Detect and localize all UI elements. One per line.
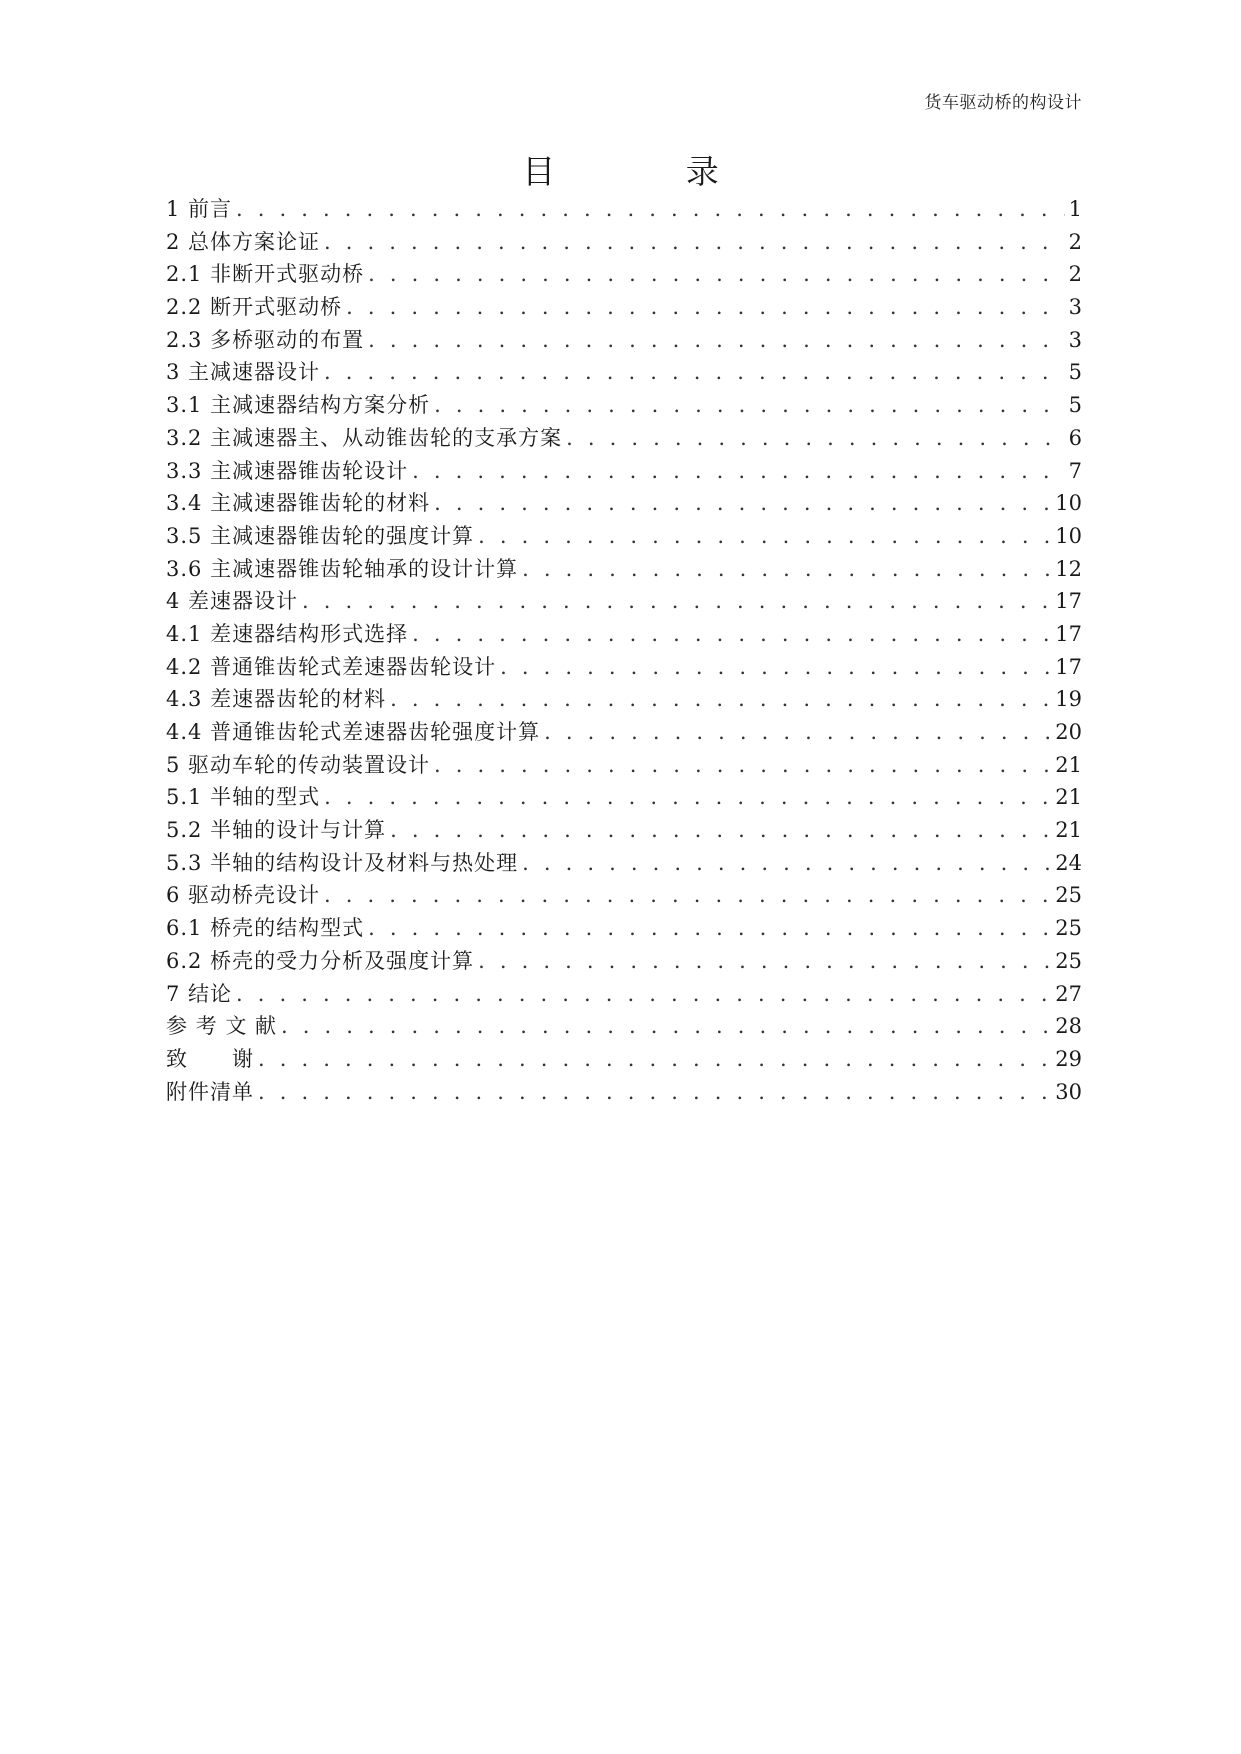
toc-entry[interactable] xyxy=(166,879,1082,912)
toc-dot-leader xyxy=(500,651,1051,684)
toc-entry-label: 7 结论 xyxy=(166,981,233,1006)
toc-dot-leader xyxy=(258,1076,1051,1109)
toc-entry-label: 6.2 桥壳的受力分析及强度计算 xyxy=(166,948,475,973)
toc-entry-page-number: 19 xyxy=(1055,687,1082,712)
toc-entry-page-number: 29 xyxy=(1055,1046,1082,1071)
toc-dot-leader xyxy=(522,553,1051,586)
toc-entry-label: 3.1 主减速器结构方案分析 xyxy=(166,393,431,418)
toc-entry[interactable] xyxy=(166,847,1082,880)
toc-entry[interactable] xyxy=(166,716,1082,749)
toc-entry-page-number: 17 xyxy=(1055,654,1082,679)
toc-dot-leader xyxy=(324,356,1065,389)
toc-entry-page-number: 21 xyxy=(1055,785,1082,810)
toc-dot-leader xyxy=(412,455,1065,488)
toc-entry-page-number: 7 xyxy=(1068,458,1082,483)
toc-entry-label: 致 谢 xyxy=(166,1046,254,1071)
toc-entry[interactable] xyxy=(166,1010,1082,1043)
toc-entry[interactable] xyxy=(166,455,1082,488)
toc-entry-page-number: 3 xyxy=(1068,295,1082,320)
toc-dot-leader xyxy=(302,585,1051,618)
toc-entry[interactable] xyxy=(166,1076,1082,1109)
toc-entry-label: 5.1 半轴的型式 xyxy=(166,785,321,810)
toc-entry[interactable] xyxy=(166,945,1082,978)
toc-entry[interactable] xyxy=(166,226,1082,259)
toc-dot-leader xyxy=(390,814,1051,847)
toc-entry-page-number: 28 xyxy=(1055,1014,1082,1039)
toc-entry-label: 3.4 主减速器锥齿轮的材料 xyxy=(166,491,431,516)
toc-entry-label: 5 驱动车轮的传动装置设计 xyxy=(166,752,431,777)
toc-dot-leader xyxy=(478,520,1051,553)
toc-entry[interactable] xyxy=(166,193,1082,226)
toc-dot-leader xyxy=(324,781,1051,814)
toc-entry-page-number: 6 xyxy=(1068,425,1082,450)
toc-entry-page-number: 20 xyxy=(1055,720,1082,744)
toc-entry-label: 4.3 差速器齿轮的材料 xyxy=(166,687,387,712)
toc-entry-page-number: 21 xyxy=(1055,752,1082,777)
toc-dot-leader xyxy=(390,683,1051,716)
toc-dot-leader xyxy=(281,1010,1051,1043)
toc-entry-page-number: 5 xyxy=(1068,393,1082,418)
toc-dot-leader xyxy=(566,422,1065,455)
toc-entry[interactable] xyxy=(166,1043,1082,1076)
toc-entry[interactable] xyxy=(166,389,1082,422)
toc-entry-label: 6 驱动桥壳设计 xyxy=(166,883,321,908)
toc-entry-label: 3 主减速器设计 xyxy=(166,360,321,385)
toc-entry-label: 5.2 半轴的设计与计算 xyxy=(166,818,387,843)
toc-dot-leader xyxy=(412,618,1051,651)
toc-entry-label: 2.1 非断开式驱动桥 xyxy=(166,262,365,287)
toc-entry-page-number: 17 xyxy=(1055,589,1082,614)
toc-entry[interactable] xyxy=(166,651,1082,684)
toc-entry-page-number: 5 xyxy=(1068,360,1082,385)
toc-entry-label: 3.3 主减速器锥齿轮设计 xyxy=(166,458,409,483)
toc-entry-page-number: 27 xyxy=(1055,981,1082,1006)
toc-entry-page-number: 25 xyxy=(1055,883,1082,908)
toc-entry-label: 3.2 主减速器主、从动锥齿轮的支承方案 xyxy=(166,425,563,450)
toc-entry-label: 参 考 文 献 xyxy=(166,1014,278,1039)
toc-entry[interactable] xyxy=(166,749,1082,782)
toc-entry-page-number: 2 xyxy=(1068,262,1082,287)
toc-entry[interactable] xyxy=(166,520,1082,553)
toc-entry-page-number: 30 xyxy=(1055,1079,1082,1104)
toc-entry-label: 6.1 桥壳的结构型式 xyxy=(166,916,365,941)
toc-entry[interactable] xyxy=(166,683,1082,716)
table-of-contents xyxy=(166,193,1082,1108)
toc-title: 目 录 xyxy=(522,152,779,191)
toc-entry-page-number: 17 xyxy=(1055,621,1082,646)
toc-entry-page-number: 2 xyxy=(1068,229,1082,254)
toc-entry[interactable] xyxy=(166,978,1082,1011)
toc-dot-leader xyxy=(324,879,1051,912)
toc-entry[interactable] xyxy=(166,814,1082,847)
toc-dot-leader xyxy=(434,389,1065,422)
toc-dot-leader xyxy=(544,716,1051,749)
toc-entry-label: 3.5 主减速器锥齿轮的强度计算 xyxy=(166,523,475,548)
toc-dot-leader xyxy=(236,978,1051,1011)
toc-dot-leader xyxy=(368,912,1051,945)
toc-entry-label: 4 差速器设计 xyxy=(166,589,299,614)
toc-entry[interactable] xyxy=(166,356,1082,389)
toc-dot-leader xyxy=(368,324,1065,357)
toc-dot-leader xyxy=(522,847,1051,880)
toc-entry-label: 2 总体方案论证 xyxy=(166,229,321,254)
toc-entry-label: 5.3 半轴的结构设计及材料与热处理 xyxy=(166,850,519,875)
toc-entry-label: 附件清单 xyxy=(166,1079,254,1104)
toc-entry-page-number: 21 xyxy=(1055,818,1082,843)
toc-entry-page-number: 10 xyxy=(1055,523,1082,548)
toc-entry[interactable] xyxy=(166,291,1082,324)
toc-dot-leader xyxy=(324,226,1065,259)
toc-entry-label: 3.6 主减速器锥齿轮轴承的设计计算 xyxy=(166,556,519,581)
toc-entry-page-number: 1 xyxy=(1068,197,1082,221)
toc-entry[interactable] xyxy=(166,912,1082,945)
toc-entry[interactable] xyxy=(166,618,1082,651)
toc-entry-page-number: 10 xyxy=(1055,491,1082,516)
toc-entry-page-number: 25 xyxy=(1055,916,1082,941)
toc-entry-page-number: 25 xyxy=(1055,948,1082,973)
toc-entry[interactable] xyxy=(166,585,1082,618)
toc-entry-label: 1 前言 xyxy=(166,197,233,221)
toc-entry[interactable] xyxy=(166,553,1082,586)
toc-dot-leader xyxy=(434,487,1051,520)
toc-dot-leader xyxy=(478,945,1051,978)
toc-dot-leader xyxy=(346,291,1065,324)
toc-entry-label: 4.1 差速器结构形式选择 xyxy=(166,621,409,646)
toc-dot-leader xyxy=(434,749,1051,782)
toc-dot-leader xyxy=(368,258,1065,291)
toc-entry-label: 4.2 普通锥齿轮式差速器齿轮设计 xyxy=(166,654,497,679)
toc-entry-page-number: 12 xyxy=(1055,556,1082,581)
toc-entry[interactable] xyxy=(166,422,1082,455)
toc-entry-label: 4.4 普通锥齿轮式差速器齿轮强度计算 xyxy=(166,720,541,744)
toc-entry[interactable] xyxy=(166,487,1082,520)
toc-entry[interactable] xyxy=(166,258,1082,291)
toc-entry-label: 2.3 多桥驱动的布置 xyxy=(166,327,365,352)
toc-entry-page-number: 24 xyxy=(1055,850,1082,875)
toc-entry-label: 2.2 断开式驱动桥 xyxy=(166,295,343,320)
toc-entry[interactable] xyxy=(166,324,1082,357)
toc-entry-page-number: 3 xyxy=(1068,327,1082,352)
toc-dot-leader xyxy=(258,1043,1051,1076)
toc-entry[interactable] xyxy=(166,781,1082,814)
running-header: 货车驱动桥的构设计 xyxy=(924,93,1082,113)
toc-dot-leader xyxy=(236,193,1065,226)
